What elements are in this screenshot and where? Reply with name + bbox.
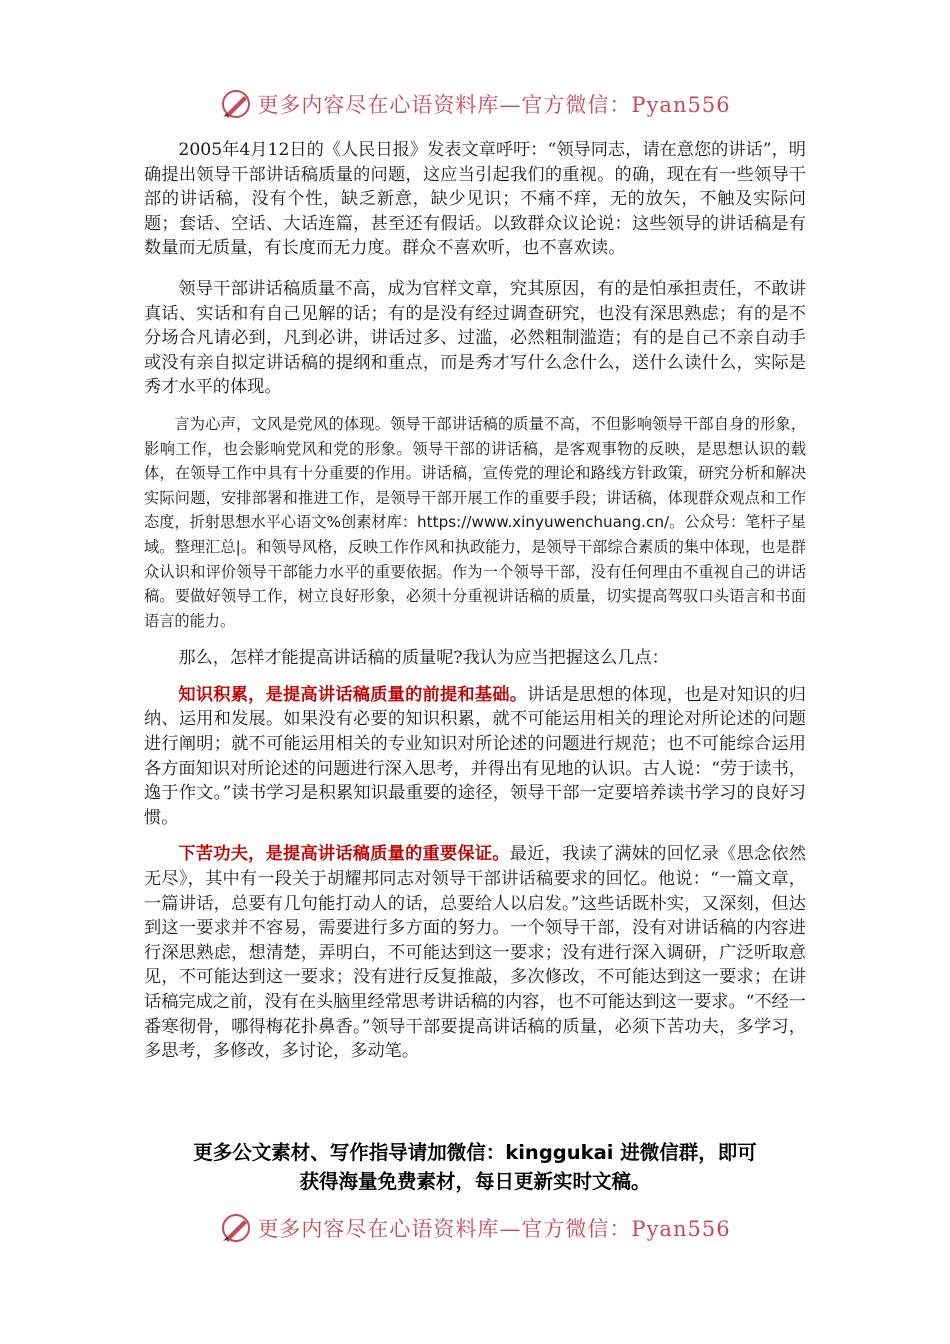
- paragraph-6: [144, 842, 806, 1063]
- paragraph-5-body: 讲话是思想的体现，也是对知识的归纳、运用和发展。如果没有必要的知识积累，就不可能运用相关的理论对所论述的问题进行阐明；就不可能运用相关的专业知识对所论述的问题进行规范；也不可能综合运用各方面知识对所论述的问题进行深入思考，并得出有见地的认识。古人说：“劳于读书，逸于作文。”读书学习是积累知识最重要的途径，领导干部一定要培养读书学习的良好习惯。: [144, 684, 806, 828]
- paragraph-4: 那么，怎样才能提高讲话稿的质量呢?我认为应当把握这么几点：: [178, 648, 669, 669]
- paragraph-3: 言为心声，文风是党风的体现。领导干部讲话稿的质量不高，不但影响领导干部自身的形象，影响工作，也会影响党风和党的形象。领导干部的讲话稿，是客观事物的反映，是思想认识的载体，在领导工作中具有十分重要的作用。讲话稿，宣传党的理论和路线方针政策，研究分析和解决实际问题，安排部署和推进工作，是领导干部开展工作的重要手段；讲话稿，体现群众观点和工作态度，折射思想水平心语文%创素材库：https://www.xinyuwenchuang.cn/。公众号：笔杆子星域。整理汇总|。和领导风格，反映工作作风和执政能力，是领导干部综合素质的集中体现，也是群众认识和评价领导干部能力水平的重要依据。作为一个领导干部，没有任何理由不重视自己的讲话稿。要做好领导工作，树立良好形象，必须十分重视讲话稿的质量，切实提高驾驭口头语言和书面语言的能力。: [144, 414, 806, 630]
- footer-promo: [100, 1138, 850, 1196]
- paragraph-2: 领导干部讲话稿质量不高，成为官样文章，究其原因，有的是怕承担责任，不敢讲真话、实话和有自己见解的话；有的是没有经过调查研究，也没有深思熟虑；有的是不分场合凡请必到，凡到必讲，讲话过多、过滥，必然粗制滥造；有的是自己不亲自动手或没有亲自拟定讲话稿的提纲和重点，而是秀才写什么念什么，送什么读什么，实际是秀才水平的体现。: [144, 278, 806, 398]
- banner-text-bottom: 更多内容尽在心语资料库—官方微信：Pyan556: [257, 1217, 731, 1241]
- pen-logo-icon: [219, 87, 253, 121]
- article-body: [144, 138, 806, 1064]
- header-banner: [0, 84, 950, 124]
- footer-promo-line-2: 获得海量免费素材，每日更新实时文稿。: [299, 1170, 651, 1193]
- paragraph-5: [144, 683, 806, 831]
- footer-banner: [0, 1208, 950, 1248]
- section-heading-effort: 下苦功夫，是提高讲话稿质量的重要保证。: [178, 844, 510, 865]
- paragraph-6-body: 最近，我读了满妹的回忆录《思念依然无尽》，其中有一段关于胡耀邦同志对领导干部讲话稿要求的回忆。他说：“一篇文章，一篇讲话，总要有几句能打动人的话，总要给人以启发。”这些话既朴实，又深刻，但达到这一要求并不容易，需要进行多方面的努力。一个领导干部，没有对讲话稿的内容进行深思熟虑，想清楚，弄明白，不可能达到这一要求；没有进行深入调研，广泛听取意见，不可能达到这一要求；没有进行反复推敲，多次修改，不可能达到这一要求；在讲话稿完成之前，没有在头脑里经常思考讲话稿的内容，也不可能达到这一要求。“不经一番寒彻骨，哪得梅花扑鼻香。”领导干部要提高讲话稿的质量，必须下苦功夫，多学习，多思考，多修改，多讨论，多动笔。: [144, 844, 806, 1062]
- banner-text: 更多内容尽在心语资料库—官方微信：Pyan556: [257, 93, 731, 117]
- footer-promo-line-1: 更多公文素材、写作指导请加微信：kinggukai 进微信群，即可: [193, 1141, 757, 1164]
- paragraph-1: 2005年4月12日的《人民日报》发表文章呼吁：“领导同志，请在意您的讲话”，明确提出领导干部讲话稿质量的问题，这应当引起我们的重视。的确，现在有一些领导干部的讲话稿，没有个性，缺乏新意，缺少见识；不痛不痒，无的放矢，不触及实际问题；套话、空话、大话连篇，甚至还有假话。以致群众议论说：这些领导的讲话稿是有数量而无质量，有长度而无力度。群众不喜欢听，也不喜欢读。: [144, 140, 806, 259]
- pen-logo-icon: [219, 1211, 253, 1245]
- section-heading-knowledge: 知识积累，是提高讲话稿质量的前提和基础。: [178, 684, 528, 705]
